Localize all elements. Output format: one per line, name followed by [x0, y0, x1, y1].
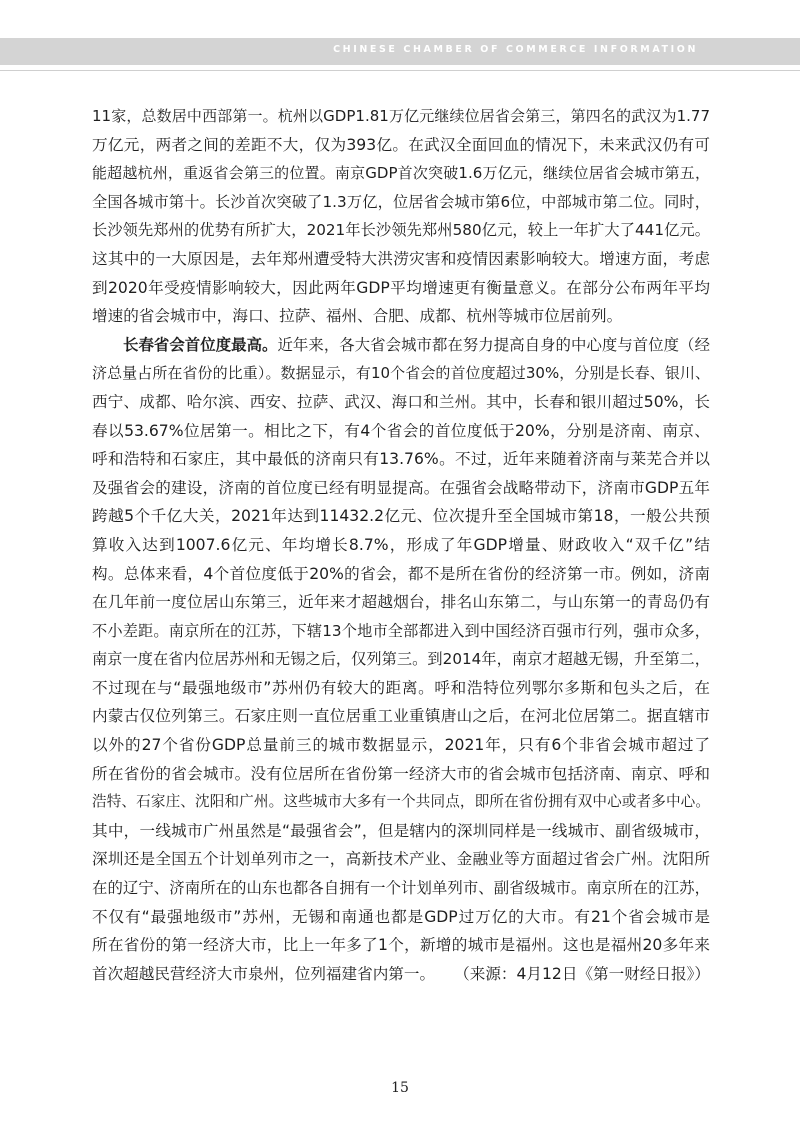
text-line — [92, 331, 710, 360]
text-line: 呼和浩特和石家庄，其中最低的济南只有13.76%。不过，近年来随着济南与莱芜合并以 — [92, 450, 710, 469]
paragraph-lead: 长春省会首位度最高。 — [123, 335, 278, 354]
page-number: 15 — [391, 1080, 409, 1096]
text-line: 算收入达到1007.6亿元、年均增长8.7%，形成了年GDP增量、财政收入“双千亿”结 — [92, 535, 710, 554]
text-line: 不小差距。南京所在的江苏，下辖13个地市全部都进入到中国经济百强市行列，强市众多， — [92, 621, 710, 640]
text-line: 长沙领先郑州的优势有所扩大，2021年长沙领先郑州580亿元，较上一年扩大了441亿元。 — [92, 221, 710, 240]
article-body — [92, 102, 710, 988]
text-line: 在几年前一度位居山东第三，近年来才超越烟台，排名山东第二，与山东第一的青岛仍有 — [92, 593, 710, 612]
paragraph-lead-rest: 近年来，各大省会城市都在努力提高自身的中心度与首位度（经 — [277, 335, 710, 354]
text-line: 春以53.67%位居第一。相比之下，有4个省会的首位度低于20%，分别是济南、南京、 — [92, 421, 710, 440]
text-line: 能超越杭州，重返省会第三的位置。南京GDP首次突破1.6万亿元，继续位居省会城市第五， — [92, 164, 710, 183]
text-line: 其中，一线城市广州虽然是“最强省会”，但是辖内的深圳同样是一线城市、副省级城市， — [92, 821, 710, 840]
text-line: 在的辽宁、济南所在的山东也都各自拥有一个计划单列市、副省级城市。南京所在的江苏， — [92, 879, 710, 898]
text-line: 及强省会的建设，济南的首位度已经有明显提高。在强省会战略带动下，济南市GDP五年 — [92, 478, 710, 497]
text-line: 跨越5个千亿大关，2021年达到11432.2亿元、位次提升至全国城市第18，一般公共预 — [92, 507, 710, 526]
text-line: 不仅有“最强地级市”苏州，无锡和南通也都是GDP过万亿的大市。有21个省会城市是 — [92, 907, 710, 926]
text-line: 11家，总数居中西部第一。杭州以GDP1.81万亿元继续位居省会第三，第四名的武汉为1.77 — [92, 107, 710, 125]
text-line: 济总量占所在省份的比重）。数据显示，有10个省会的首位度超过30%，分别是长春、银川、 — [92, 364, 710, 383]
text-line: 万亿元，两者之间的差距不大，仅为393亿。在武汉全面回血的情况下，未来武汉仍有可 — [92, 135, 710, 154]
text-line: 西宁、成都、哈尔滨、西安、拉萨、武汉、海口和兰州。其中，长春和银川超过50%，长 — [92, 392, 710, 411]
text-line: 所在省份的第一经济大市，比上一年多了1个，新增的城市是福州。这也是福州20多年来 — [92, 936, 710, 955]
text-line: 深圳还是全国五个计划单列市之一，高新技术产业、金融业等方面超过省会广州。沈阳所 — [92, 850, 710, 869]
text-line: 以外的27个省份GDP总量前三的城市数据显示，2021年，只有6个非省会城市超过了 — [92, 736, 710, 755]
text-line: 全国各城市第十。长沙首次突破了1.3万亿，位居省会城市第6位，中部城市第二位。同时， — [92, 192, 710, 211]
text-line: 南京一度在省内位居苏州和无锡之后，仅列第三。到2014年，南京才超越无锡，升至第二， — [92, 650, 710, 669]
text-line: 内蒙古仅位列第三。石家庄则一直位居重工业重镇唐山之后，在河北位居第二。据直辖市 — [92, 707, 710, 726]
text-line — [92, 960, 710, 989]
text-line: 浩特、石家庄、沈阳和广州。这些城市大多有一个共同点，即所在省份拥有双中心或者多中心。 — [92, 793, 710, 811]
text-line: 构。总体来看，4个首位度低于20%的省会，都不是所在省份的经济第一市。例如，济南 — [92, 564, 710, 583]
paragraph-1 — [92, 102, 710, 331]
text-line: 到2020年受疫情影响较大，因此两年GDP平均增速更有衡量意义。在部分公布两年平均 — [92, 278, 710, 297]
text-line: 不过现在与“最强地级市”苏州仍有较大的距离。呼和浩特位列鄂尔多斯和包头之后，在 — [92, 678, 710, 697]
closing-sentence: 首次超越民营经济大市泉州，位列福建省内第一。 — [92, 964, 436, 983]
text-line: 所在省份的省会城市。没有位居所在省份第一经济大市的省会城市包括济南、南京、呼和 — [92, 764, 710, 783]
text-line: 增速的省会城市中，海口、拉萨、福州、合肥、成都、杭州等城市位居前列。 — [92, 307, 623, 326]
text-line: 这其中的一大原因是，去年郑州遭受特大洪涝灾害和疫情因素影响较大。增速方面，考虑 — [92, 249, 710, 268]
header-divider — [0, 70, 800, 71]
running-title: CHINESE CHAMBER OF COMMERCE INFORMATION — [333, 44, 698, 55]
source-citation: （来源：4月12日《第一财经日报》） — [454, 964, 710, 983]
paragraph-2 — [92, 331, 710, 989]
